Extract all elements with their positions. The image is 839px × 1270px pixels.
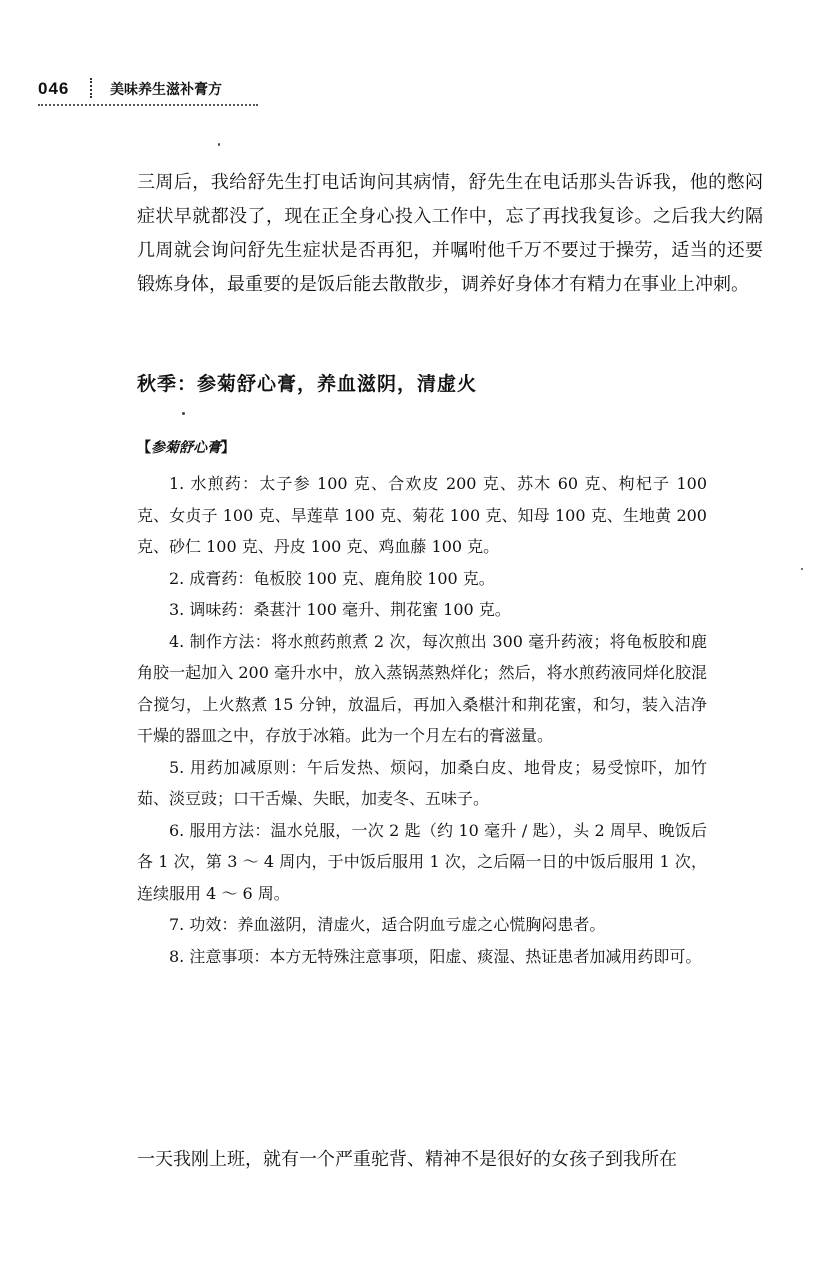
- recipe-title-text: 参菊舒心膏: [151, 440, 221, 456]
- recipe-item-flavoring: 3. 调味药：桑葚汁 100 毫升、荆花蜜 100 克。: [169, 600, 511, 619]
- recipe-item-adjustments: 5. 用药加减原则：午后发热、烦闷，加桑白皮、地骨皮；易受惊吓，加竹茹、淡豆豉；口干舌燥、失眠，加麦冬、五味子。: [137, 757, 707, 808]
- recipe-item-precautions: 8. 注意事项：本方无特殊注意事项，阳虚、痰湿、热证患者加减用药即可。: [169, 946, 702, 966]
- intro-paragraph: 三周后，我给舒先生打电话询问其病情，舒先生在电话那头告诉我，他的憋闷症状早就都没了，现在正全身心投入工作中，忘了再找我复诊。之后我大约隔几周就会询问舒先生症状是否再犯，并嘱咐他千万不要过于操劳，适当的还要锻炼身体，最重要的是饭后能去散散步，调养好身体才有精力在事业上冲刺。: [137, 172, 763, 295]
- scan-speck: [218, 143, 220, 146]
- page-number: 046: [38, 79, 70, 98]
- recipe-item-preparation: 4. 制作方法：将水煎药煎煮 2 次，每次煎出 300 毫升药液；将龟板胶和鹿角胶一起加入 200 毫升水中，放入蒸锅蒸熟烊化；然后，将水煎药液同烊化胶混合搅匀，上火熬煮 15 分钟，放温后，再加入桑椹汁和荆花蜜，和匀，装入洁净干燥的器皿之中，存放于冰箱。此为一个月左右的膏滋量。: [137, 631, 707, 745]
- recipe-item-dosage: 6. 服用方法：温水兑服，一次 2 匙（约 10 毫升 / 匙），头 2 周早、晚饭后各 1 次，第 3 ～ 4 周内，于中饭后服用 1 次，之后隔一日的中饭后服用 1 次，连续服用 4 ～ 6 周。: [137, 820, 707, 903]
- recipe-item-paste-base: 2. 成膏药：龟板胶 100 克、鹿角胶 100 克。: [169, 568, 495, 588]
- recipe-item-efficacy: 7. 功效：养血滋阴，清虚火，适合阴血亏虚之心慌胸闷患者。: [169, 915, 606, 934]
- section-heading: 秋季：参菊舒心膏，养血滋阴，清虚火: [137, 373, 478, 395]
- closing-paragraph: 一天我刚上班，就有一个严重驼背、精神不是很好的女孩子到我所在: [137, 1149, 677, 1170]
- recipe-title-close-bracket: 】: [221, 440, 235, 456]
- header-divider: [90, 78, 92, 98]
- recipe-title-open-bracket: 【: [137, 440, 151, 456]
- recipe-body: [137, 468, 707, 972]
- recipe-item-ingredients: 1. 水煎药：太子参 100 克、合欢皮 200 克、苏木 60 克、枸杞子 100 克、女贞子 100 克、旱莲草 100 克、菊花 100 克、知母 100 克、生地黄 200 克、砂仁 100 克、丹皮 100 克、鸡血藤 100 克。: [137, 474, 707, 556]
- scan-speck: [182, 412, 185, 415]
- book-title: 美味养生滋补膏方: [110, 82, 222, 98]
- running-header: [38, 74, 258, 106]
- recipe-title: [137, 437, 235, 457]
- scan-speck: [801, 568, 803, 570]
